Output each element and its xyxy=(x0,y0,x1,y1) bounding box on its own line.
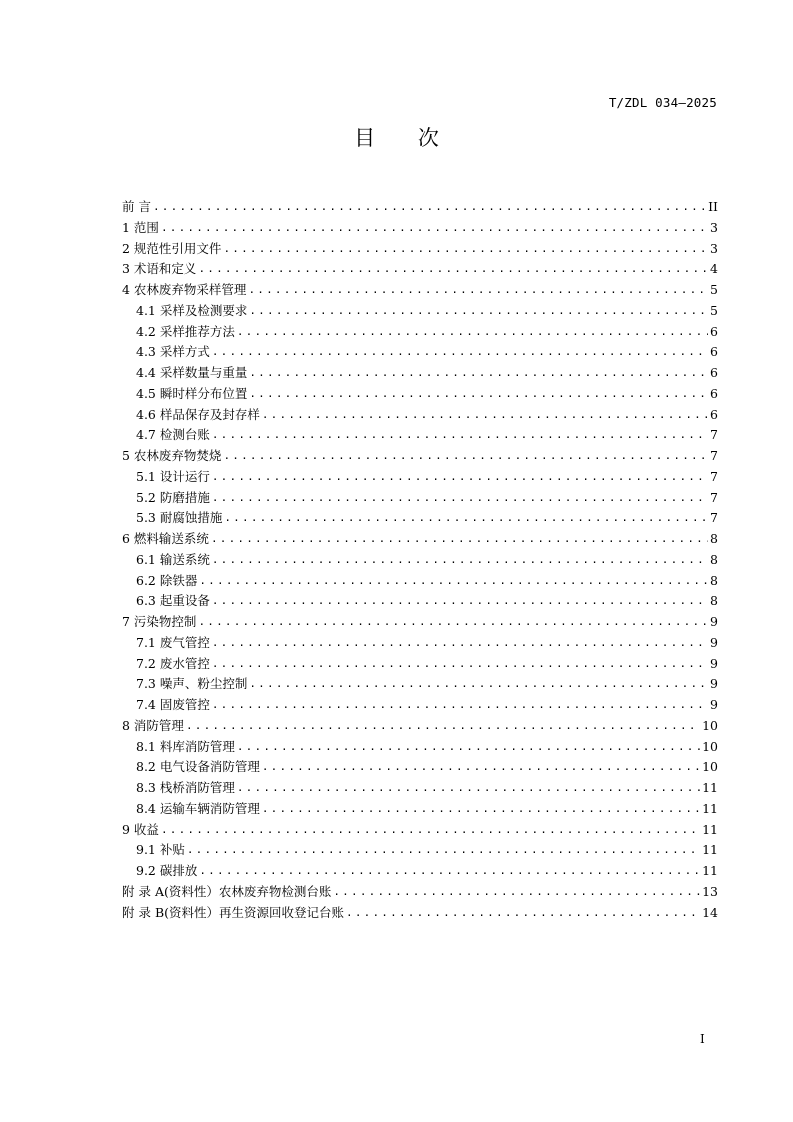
toc-entry-page: 11 xyxy=(702,800,718,816)
toc-leader-dots xyxy=(224,508,708,529)
toc-entry-label: 9 收益 xyxy=(122,821,159,837)
toc-entry-page: 14 xyxy=(702,904,718,920)
toc-entry-page: 7 xyxy=(710,427,718,443)
toc-entry[interactable] xyxy=(122,903,718,924)
toc-entry-label: 6.2 除铁器 xyxy=(136,572,198,588)
toc-entry-page: 7 xyxy=(710,510,718,526)
toc-entry-page: 11 xyxy=(702,842,718,858)
toc-entry[interactable] xyxy=(122,197,718,218)
toc-leader-dots xyxy=(212,654,708,675)
toc-leader-dots xyxy=(199,571,708,592)
toc-entry-label: 5.1 设计运行 xyxy=(136,468,210,484)
toc-entry-label: 4.6 样品保存及封存样 xyxy=(136,406,260,422)
toc-entry[interactable] xyxy=(122,280,718,301)
toc-entry-page: 7 xyxy=(710,468,718,484)
toc-entry[interactable] xyxy=(122,757,718,778)
toc-entry-label: 6.1 输送系统 xyxy=(136,551,210,567)
toc-entry[interactable] xyxy=(122,218,718,239)
toc-entry-label: 5 农林废弃物焚烧 xyxy=(122,448,222,463)
toc-leader-dots xyxy=(212,342,708,363)
toc-entry-page: 9 xyxy=(710,634,718,650)
toc-leader-dots xyxy=(212,695,708,716)
toc-leader-dots xyxy=(237,778,700,799)
toc-entry[interactable] xyxy=(122,342,718,363)
toc-leader-dots xyxy=(237,322,708,343)
toc-entry-label: 前 言 xyxy=(122,199,151,214)
toc-entry-page: 7 xyxy=(710,448,718,463)
toc-leader-dots xyxy=(248,280,708,301)
toc-entry-label: 8.4 运输车辆消防管理 xyxy=(136,800,260,816)
toc-leader-dots xyxy=(346,903,700,924)
toc-entry[interactable] xyxy=(122,840,718,861)
toc-entry-page: 9 xyxy=(710,655,718,671)
toc-leader-dots xyxy=(223,239,708,260)
toc-leader-dots xyxy=(212,488,708,509)
toc-entry-label: 6.3 起重设备 xyxy=(136,593,210,609)
toc-leader-dots xyxy=(249,301,708,322)
toc-leader-dots xyxy=(198,612,708,633)
toc-entry-label: 附 录 A(资料性）农林废弃物检测台账 xyxy=(122,883,332,899)
toc-entry[interactable] xyxy=(122,508,718,529)
toc-entry[interactable] xyxy=(122,322,718,343)
toc-entry[interactable] xyxy=(122,654,718,675)
toc-entry[interactable] xyxy=(122,633,718,654)
toc-entry-page: 9 xyxy=(710,614,718,629)
page-number: I xyxy=(700,1032,705,1046)
toc-entry-page: 11 xyxy=(702,821,718,837)
toc-entry-page: 10 xyxy=(702,759,718,775)
toc-entry[interactable] xyxy=(122,467,718,488)
toc-entry-label: 8.2 电气设备消防管理 xyxy=(136,759,260,775)
toc-entry-page: 6 xyxy=(710,385,718,401)
toc-leader-dots xyxy=(153,197,706,218)
toc-entry-label: 4.7 检测台账 xyxy=(136,427,210,443)
toc-entry-page: 7 xyxy=(710,489,718,505)
toc-entry-label: 4.4 采样数量与重量 xyxy=(136,365,248,380)
toc-leader-dots xyxy=(223,446,708,467)
toc-leader-dots xyxy=(212,467,708,488)
toc-entry-label: 7.4 固废管控 xyxy=(136,697,210,712)
toc-entry[interactable] xyxy=(122,529,718,550)
toc-entry[interactable] xyxy=(122,737,718,758)
document-code: T/ZDL 034—2025 xyxy=(608,95,717,110)
toc-leader-dots xyxy=(212,550,708,571)
toc-entry-page: 11 xyxy=(702,863,718,878)
toc-entry[interactable] xyxy=(122,384,718,405)
toc-leader-dots xyxy=(212,591,708,612)
toc-entry[interactable] xyxy=(122,446,718,467)
toc-entry[interactable] xyxy=(122,612,718,633)
toc-leader-dots xyxy=(198,259,708,280)
toc-entry-page: 3 xyxy=(710,240,718,256)
toc-entry-label: 附 录 B(资料性）再生资源回收登记台账 xyxy=(122,904,345,920)
toc-entry-label: 8.1 料库消防管理 xyxy=(136,738,235,754)
toc-entry[interactable] xyxy=(122,674,718,695)
toc-entry[interactable] xyxy=(122,882,718,903)
toc-entry-label: 7.3 噪声、粉尘控制 xyxy=(136,676,248,692)
toc-entry[interactable] xyxy=(122,425,718,446)
toc-entry-label: 8.3 栈桥消防管理 xyxy=(136,780,235,795)
toc-entry[interactable] xyxy=(122,239,718,260)
toc-entry[interactable] xyxy=(122,405,718,426)
toc-entry-page: 5 xyxy=(710,302,718,318)
page-title: 目 次 xyxy=(354,126,457,150)
toc-entry-label: 6 燃料输送系统 xyxy=(122,531,209,546)
toc-entry-page: 6 xyxy=(710,344,718,360)
toc-entry-label: 4 农林废弃物采样管理 xyxy=(122,282,247,297)
toc-entry-label: 8 消防管理 xyxy=(122,717,184,733)
toc-entry-page: 8 xyxy=(710,572,718,588)
toc-entry-label: 9.2 碳排放 xyxy=(136,863,198,878)
toc-entry-label: 7.2 废水管控 xyxy=(136,655,210,671)
toc-entry[interactable] xyxy=(122,861,718,882)
toc-entry-label: 1 范围 xyxy=(122,219,159,235)
toc-entry-page: 8 xyxy=(710,593,718,609)
toc-entry[interactable] xyxy=(122,550,718,571)
toc-leader-dots xyxy=(237,737,700,758)
toc-entry[interactable] xyxy=(122,571,718,592)
toc-entry-page: 8 xyxy=(710,531,718,546)
toc-entry-label: 7.1 废气管控 xyxy=(136,634,210,650)
toc-entry[interactable] xyxy=(122,695,718,716)
toc-entry[interactable] xyxy=(122,259,718,280)
toc-leader-dots xyxy=(262,757,700,778)
toc-entry-label: 4.2 采样推荐方法 xyxy=(136,323,235,339)
toc-entry-label: 7 污染物控制 xyxy=(122,614,197,629)
toc-entry-label: 3 术语和定义 xyxy=(122,261,197,277)
toc-entry-label: 9.1 补贴 xyxy=(136,842,185,858)
toc-entry-page: 9 xyxy=(710,697,718,712)
toc-entry-page: 5 xyxy=(710,282,718,297)
toc-entry-page: 6 xyxy=(710,323,718,339)
toc-entry-page: 10 xyxy=(702,738,718,754)
toc-leader-dots xyxy=(333,882,700,903)
toc-entry-label: 5.3 耐腐蚀措施 xyxy=(136,510,223,526)
toc-leader-dots xyxy=(212,425,708,446)
table-of-contents xyxy=(122,197,718,923)
toc-entry-page: 10 xyxy=(702,717,718,733)
toc-leader-dots xyxy=(249,674,708,695)
toc-leader-dots xyxy=(249,384,708,405)
toc-leader-dots xyxy=(199,861,700,882)
toc-entry[interactable] xyxy=(122,363,718,384)
toc-entry-page: 6 xyxy=(710,406,718,422)
toc-leader-dots xyxy=(186,716,700,737)
toc-leader-dots xyxy=(212,633,708,654)
toc-entry-page: 9 xyxy=(710,676,718,692)
toc-entry-page: 8 xyxy=(710,551,718,567)
toc-entry-page: II xyxy=(708,199,718,214)
toc-leader-dots xyxy=(249,363,708,384)
toc-entry[interactable] xyxy=(122,488,718,509)
toc-leader-dots xyxy=(262,799,700,820)
toc-entry-page: 3 xyxy=(710,219,718,235)
toc-leader-dots xyxy=(211,529,708,550)
toc-entry-page: 6 xyxy=(710,365,718,380)
toc-leader-dots xyxy=(187,840,700,861)
toc-entry[interactable] xyxy=(122,799,718,820)
toc-leader-dots xyxy=(161,820,700,841)
toc-entry-label: 4.5 瞬时样分布位置 xyxy=(136,385,248,401)
toc-entry-label: 4.3 采样方式 xyxy=(136,344,210,360)
toc-entry[interactable] xyxy=(122,716,718,737)
toc-entry[interactable] xyxy=(122,820,718,841)
toc-entry[interactable] xyxy=(122,301,718,322)
toc-leader-dots xyxy=(262,405,708,426)
toc-entry-page: 13 xyxy=(702,883,718,899)
toc-leader-dots xyxy=(161,218,708,239)
toc-entry[interactable] xyxy=(122,591,718,612)
toc-entry-page: 4 xyxy=(710,261,718,277)
toc-entry[interactable] xyxy=(122,778,718,799)
toc-entry-label: 5.2 防磨措施 xyxy=(136,489,210,505)
toc-entry-label: 4.1 采样及检测要求 xyxy=(136,302,248,318)
toc-entry-label: 2 规范性引用文件 xyxy=(122,240,222,256)
toc-entry-page: 11 xyxy=(702,780,718,795)
